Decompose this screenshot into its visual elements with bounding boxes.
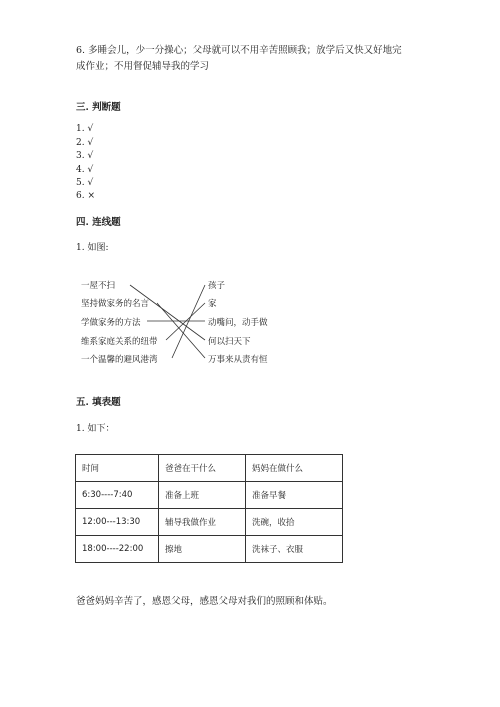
section4-title: 四. 连线题	[76, 217, 121, 228]
table-cell: 擦地	[159, 536, 246, 563]
table-cell: 12:00---13:30	[76, 509, 159, 536]
table-cell: 准备早餐	[246, 482, 343, 509]
table-cell: 准备上班	[159, 482, 246, 509]
table-cell: 辅导我做作业	[159, 509, 246, 536]
match-right-3: 动嘴问，动手做	[208, 318, 268, 328]
table-row	[76, 509, 343, 536]
judge-answer-2: 2. √	[76, 138, 94, 148]
match-line-4	[166, 303, 205, 340]
match-left-4: 维系家庭关系的纽带	[81, 337, 158, 347]
match-left-2: 坚持做家务的名言	[81, 299, 150, 309]
judge-answer-5: 5. √	[76, 178, 94, 188]
q6-answer-line2: 成作业；不用督促辅导我的学习	[76, 61, 210, 72]
judge-answer-4: 4. √	[76, 165, 94, 175]
schedule-table	[75, 454, 343, 563]
match-line-1	[130, 285, 205, 340]
table-cell: 洗袜子、衣服	[246, 536, 343, 563]
match-right-2: 家	[208, 299, 217, 309]
judge-answer-6: 6. ×	[76, 191, 95, 201]
section4-intro: 1. 如图:	[76, 243, 109, 253]
match-right-5: 万事来从责有恒	[208, 355, 268, 365]
table-cell: 18:00----22:00	[76, 536, 159, 563]
q6-answer-line1: 6. 多睡会儿，少一分操心；父母就可以不用辛苦照顾我；放学后又快又好地完	[76, 45, 402, 56]
section3-title: 三. 判断题	[76, 102, 121, 113]
table-header-mom: 妈妈在做什么	[246, 455, 343, 482]
judge-answer-3: 3. √	[76, 151, 94, 161]
match-right-4: 何以扫天下	[208, 337, 251, 347]
table-row	[76, 455, 343, 482]
match-right-1: 孩子	[208, 281, 226, 291]
judge-answer-1: 1. √	[76, 124, 94, 134]
section5-title: 五. 填表题	[76, 397, 121, 408]
table-header-time: 时间	[76, 455, 159, 482]
table-row	[76, 482, 343, 509]
table-cell: 洗碗，收拾	[246, 509, 343, 536]
table-row	[76, 536, 343, 563]
conclusion-text: 爸爸妈妈辛苦了，感恩父母，感恩父母对我们的照顾和体贴。	[76, 596, 333, 607]
table-cell: 6:30----7:40	[76, 482, 159, 509]
section5-intro: 1. 如下：	[76, 424, 115, 434]
match-line-2	[157, 303, 205, 358]
match-line-5	[172, 285, 205, 358]
match-left-1: 一屋不扫	[81, 281, 116, 291]
match-left-5: 一个温馨的避风港湾	[81, 355, 158, 365]
table-header-dad: 爸爸在干什么	[159, 455, 246, 482]
match-left-3: 学做家务的方法	[81, 318, 141, 328]
